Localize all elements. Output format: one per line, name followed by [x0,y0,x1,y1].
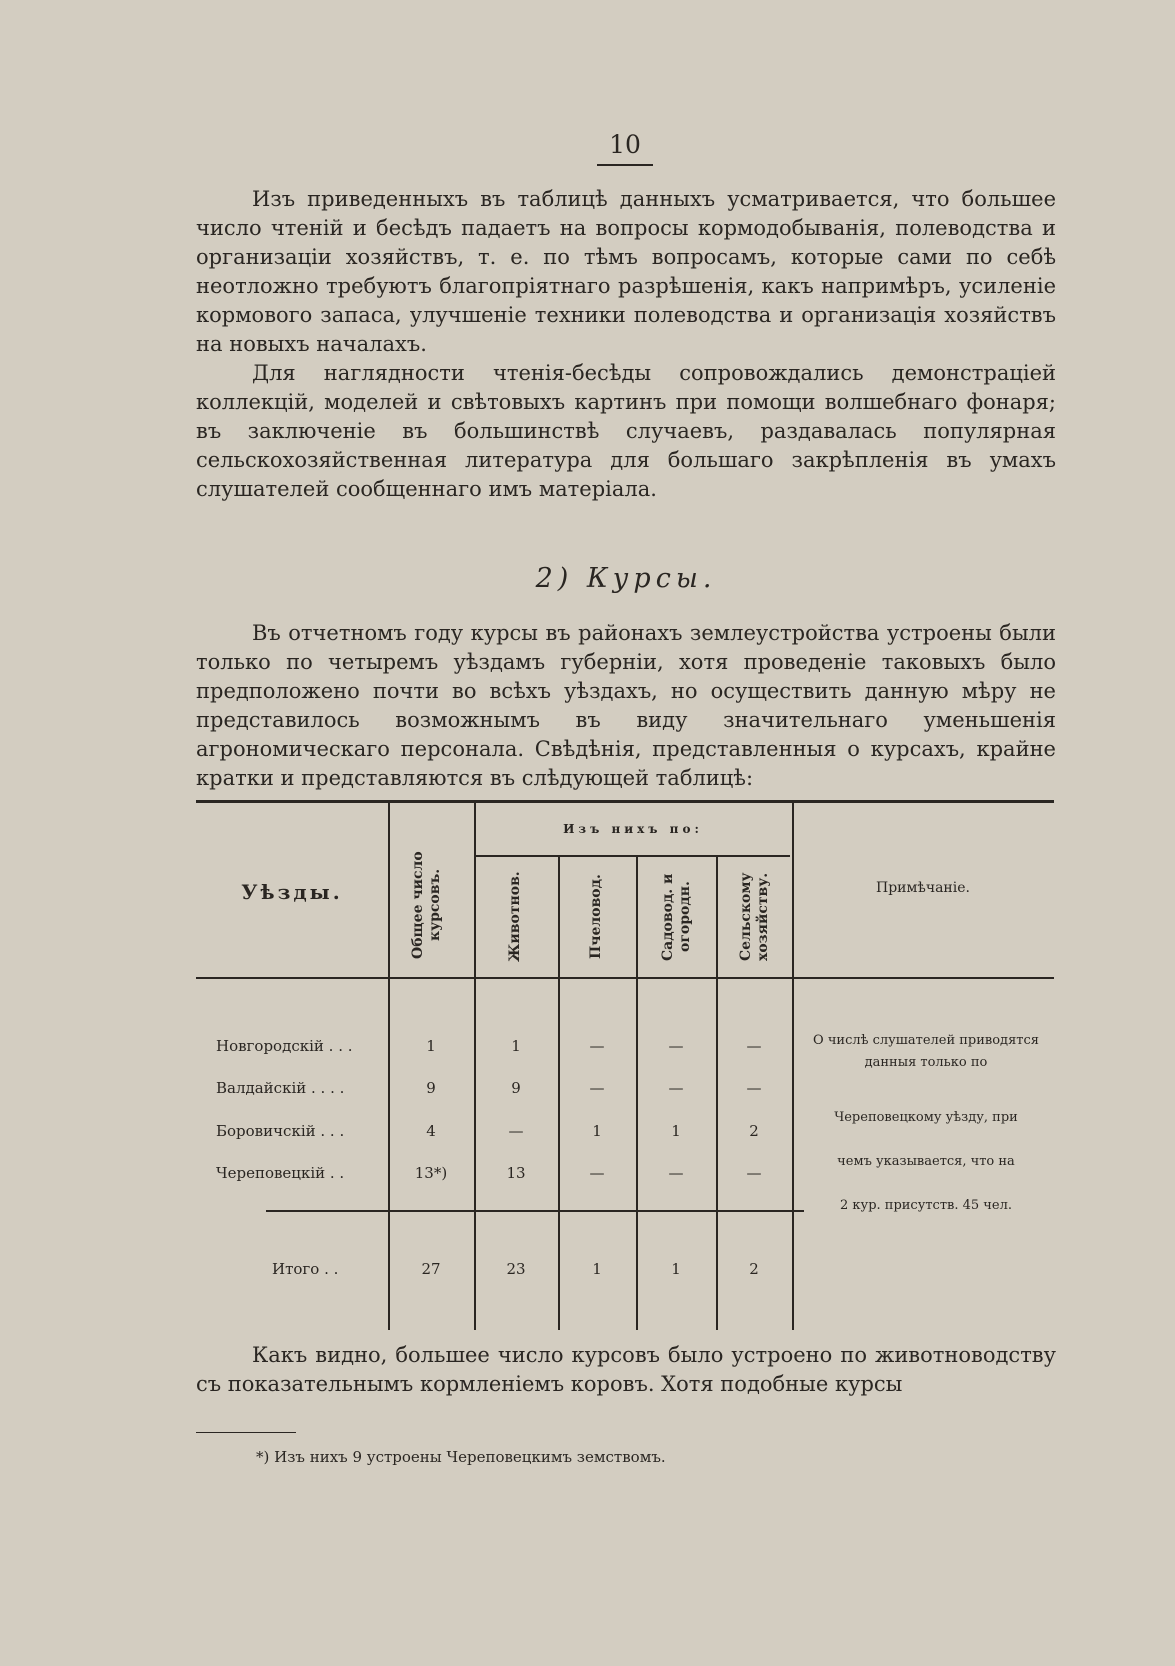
cell-livestock: — [508,1122,524,1140]
cell-livestock: 9 [511,1079,521,1097]
cell-total: 27 [421,1260,441,1278]
table-note [806,1030,1046,1228]
footnote-rule [196,1432,296,1433]
cell-gardening: — [668,1164,684,1182]
cell-beekeeping: — [589,1079,605,1097]
header-district: Уѣзды. [241,880,343,904]
note-line: чемъ указывается, что на [837,1154,1015,1169]
section-heading: 2) Курсы. [535,563,717,594]
cell-agriculture: — [746,1164,762,1182]
row-name: Новгородскій . . . [216,1037,353,1055]
cell-gardening: 1 [671,1260,681,1278]
cell-gardening: — [668,1079,684,1097]
table-top-rule [196,800,1054,803]
cell-livestock: 13 [506,1164,526,1182]
cell-agriculture: 2 [749,1260,759,1278]
paragraph: Для наглядности чтенія-бесѣды сопровождались демонстраціей коллекцій, моделей и свѣтовыхъ картинъ при помощи волшебнаго фонаря; въ заключеніе въ большинствѣ случаевъ, раздавалась популярная сельскохозяйственная литература для большаго закрѣпленія въ умахъ слушателей сообщеннаго имъ матеріала. [196,361,1056,501]
cell-livestock: 1 [511,1037,521,1055]
cell-agriculture: 2 [749,1122,759,1140]
cell-total: 9 [426,1079,436,1097]
footnote: *) Изъ нихъ 9 устроены Череповецкимъ земствомъ. [256,1448,666,1466]
column-divider [474,800,476,1330]
header-livestock: Животнов. [507,871,523,963]
note-line: Череповецкому уѣзду, при [834,1110,1018,1125]
note-line: О числѣ слушателей приводятся данныя только по [813,1033,1039,1070]
cell-agriculture: — [746,1079,762,1097]
cell-beekeeping: 1 [592,1122,602,1140]
note-line: 2 кур. присутств. 45 чел. [840,1198,1012,1213]
cell-beekeeping: — [589,1037,605,1055]
page-number: 10 [609,130,641,159]
total-separator-rule [266,1210,804,1212]
cell-total: 4 [426,1122,436,1140]
paragraph: Какъ видно, большее число курсовъ было устроено по животноводству съ показательнымъ кормленіемъ коровъ. Хотя подобные курсы [196,1343,1056,1396]
paragraph: Въ отчетномъ году курсы въ районахъ землеустройства устроены были только по четыремъ уѣздамъ губерніи, хотя проведеніе таковыхъ было предположено почти во всѣхъ уѣздахъ, но осуществить данную мѣру не представилось возможнымъ въ виду значительнаго уменьшенія агрономическаго персонала. Свѣдѣнія, представленныя о курсахъ, крайне кратки и представляются въ слѣдующей таблицѣ: [196,621,1056,790]
cell-livestock: 23 [506,1260,526,1278]
header-beekeeping: Пчеловод. [588,874,604,960]
courses-table [196,800,1054,1330]
cell-beekeeping: 1 [592,1260,602,1278]
paragraph: Изъ приведенныхъ въ таблицѣ данныхъ усматривается, что большее число чтеній и бесѣдъ падаетъ на вопросы кормодобыванія, полеводства и организаціи хозяйствъ, т. е. по тѣмъ вопросамъ, которые сами по себѣ неотложно требуютъ благопріятнаго разрѣшенія, какъ напримѣръ, усиленіе кормового запаса, улучшеніе техники полеводства и организація хозяйствъ на новыхъ началахъ. [196,187,1056,356]
header-bottom-rule [196,977,1054,979]
column-divider [388,800,390,1330]
paragraphs-top [196,185,1056,504]
header-note: Примѣчаніе. [876,880,970,896]
header-group: Изъ нихъ по: [563,822,703,836]
cell-gardening: 1 [671,1122,681,1140]
row-name: Валдайскій . . . . [216,1079,345,1097]
header-agriculture: Сельскому хозяйству. [738,872,771,962]
row-name: Итого . . [272,1260,339,1278]
row-name: Боровичскій . . . [216,1122,345,1140]
group-header-rule [474,855,790,857]
cell-agriculture: — [746,1037,762,1055]
cell-total: 13*) [414,1164,448,1182]
page-number-underline [597,164,653,166]
cell-gardening: — [668,1037,684,1055]
cell-total: 1 [426,1037,436,1055]
row-name: Череповецкій . . [216,1164,345,1182]
header-total: Общее число курсовъ. [410,851,443,959]
paragraph-middle [196,619,1056,793]
cell-beekeeping: — [589,1164,605,1182]
header-gardening: Садовод. и огородн. [660,873,693,961]
paragraph-bottom [196,1341,1056,1399]
